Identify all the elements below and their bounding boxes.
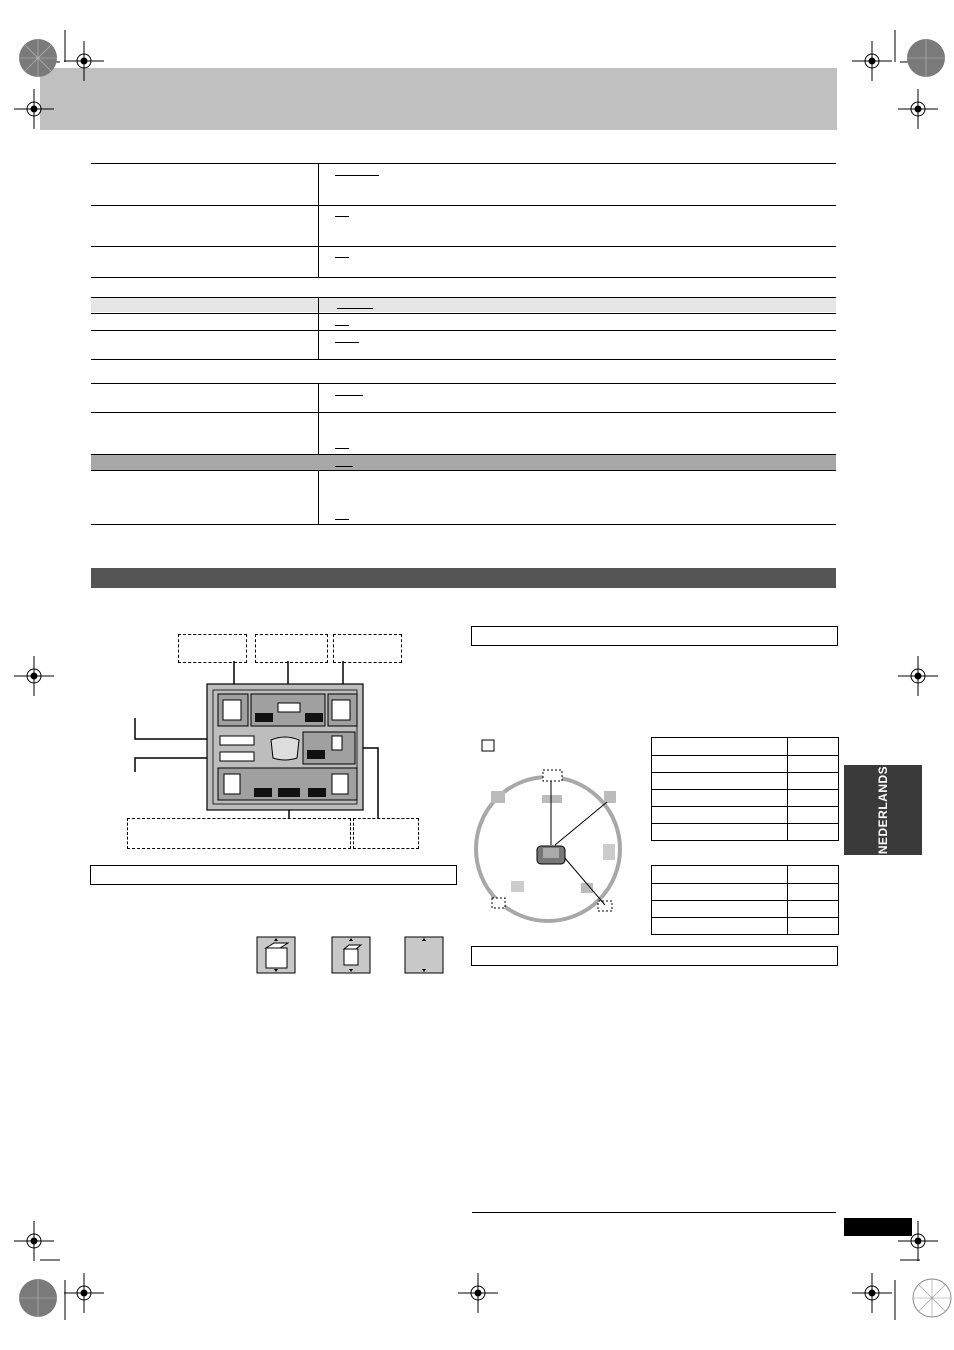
table-rule bbox=[91, 359, 836, 360]
speaker-box-icon bbox=[257, 937, 297, 975]
crosshair-registration-icon bbox=[14, 656, 54, 696]
distance-table-1 bbox=[651, 737, 839, 841]
page-number-tab bbox=[844, 1218, 912, 1236]
default-underline bbox=[335, 257, 349, 258]
section-heading-bar bbox=[91, 568, 836, 588]
table-rule bbox=[91, 277, 836, 278]
distance-table-2 bbox=[651, 865, 839, 935]
table-row bbox=[652, 884, 839, 901]
table-rule bbox=[91, 383, 836, 384]
table-row bbox=[91, 205, 836, 206]
color-wheel-icon bbox=[18, 38, 48, 78]
boxed-heading bbox=[471, 946, 838, 966]
table-rule bbox=[91, 163, 836, 164]
table-row bbox=[652, 824, 839, 841]
table-row bbox=[652, 918, 839, 935]
default-underline bbox=[335, 519, 349, 520]
crosshair-registration-icon bbox=[852, 41, 892, 81]
crosshair-registration-icon bbox=[898, 89, 938, 129]
crosshair-registration-icon bbox=[14, 1221, 54, 1261]
display-panel bbox=[120, 640, 520, 880]
table-row bbox=[91, 412, 836, 413]
default-underline bbox=[335, 325, 349, 326]
default-underline bbox=[335, 448, 349, 449]
table-row bbox=[91, 330, 836, 331]
table-row bbox=[652, 773, 839, 790]
column-divider bbox=[318, 297, 319, 360]
speaker-box-icon bbox=[332, 937, 372, 975]
default-underline bbox=[337, 308, 373, 309]
crosshair-registration-icon bbox=[898, 656, 938, 696]
default-underline bbox=[335, 175, 379, 176]
table-row bbox=[652, 866, 839, 884]
table-row bbox=[91, 470, 836, 471]
table-row bbox=[652, 807, 839, 824]
crosshair-registration-icon bbox=[14, 89, 54, 129]
footer-rule bbox=[472, 1212, 836, 1213]
table-row-highlight bbox=[91, 298, 836, 312]
crosshair-registration-icon bbox=[852, 1273, 892, 1313]
table-row bbox=[652, 756, 839, 773]
language-side-tab bbox=[844, 765, 922, 855]
default-underline bbox=[335, 466, 353, 467]
crosshair-registration-icon bbox=[64, 41, 104, 81]
table-row bbox=[652, 738, 839, 756]
column-divider bbox=[318, 163, 319, 277]
table-row-highlight bbox=[91, 454, 836, 470]
table-rule bbox=[91, 297, 836, 298]
crosshair-registration-icon bbox=[64, 1273, 104, 1313]
language-label: NEDERLANDS bbox=[876, 765, 890, 855]
boxed-heading bbox=[471, 626, 838, 646]
boxed-heading bbox=[90, 865, 457, 885]
crosshair-registration-icon bbox=[458, 1273, 498, 1313]
table-rule bbox=[91, 524, 836, 525]
table-row bbox=[91, 454, 836, 455]
table-row bbox=[91, 313, 836, 314]
speaker-box-icon bbox=[405, 937, 445, 975]
color-wheel-icon bbox=[912, 1278, 942, 1318]
default-underline bbox=[335, 342, 359, 343]
table-row bbox=[652, 901, 839, 918]
table-row bbox=[91, 246, 836, 247]
table-row bbox=[652, 790, 839, 807]
color-wheel-icon bbox=[912, 38, 942, 78]
default-underline bbox=[335, 216, 349, 217]
default-underline bbox=[335, 395, 363, 396]
color-wheel-icon bbox=[18, 1278, 48, 1318]
speaker-placement-diagram bbox=[470, 735, 640, 915]
